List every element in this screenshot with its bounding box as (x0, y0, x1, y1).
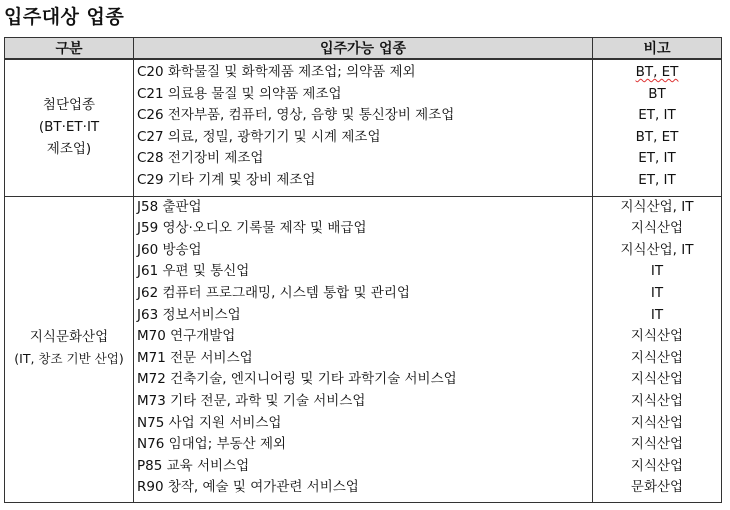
note-item: IT (650, 306, 664, 323)
note-item: 문화산업 (630, 479, 684, 496)
note-item: 지식산업 (630, 392, 684, 409)
industry-item: M73 기타 전문, 과학 및 기술 서비스업 (137, 392, 366, 409)
industry-item: J61 우편 및 통신업 (137, 263, 250, 280)
industry-item: N75 사업 지원 서비스업 (137, 414, 282, 431)
note-item: 지식산업 (630, 436, 684, 453)
header-industries: 입주가능 업종 (134, 38, 593, 60)
header-category: 구분 (5, 38, 134, 60)
industry-item: N76 임대업; 부동산 제외 (137, 436, 287, 453)
industry-item: M70 연구개발업 (137, 328, 236, 345)
notes-list (593, 59, 722, 196)
note-item: 지식산업 (630, 371, 684, 388)
category-line: (BT·ET·IT (38, 118, 100, 135)
industry-item: J58 출판업 (137, 198, 202, 215)
industry-list (134, 196, 593, 502)
note-text: BT, ET (635, 64, 679, 80)
category-cell (5, 59, 134, 196)
note-item: IT (650, 284, 664, 301)
section-advanced-manufacturing (5, 59, 722, 196)
page-title: 입주대상 업종 (4, 6, 125, 28)
table-header-row (5, 38, 722, 60)
industry-item: C28 전기장비 제조업 (137, 150, 264, 167)
note-item: 지식산업 (630, 349, 684, 366)
industry-item: J62 컴퓨터 프로그래밍, 시스템 통합 및 관리업 (137, 284, 410, 301)
note-item: 지식산업 (630, 328, 684, 345)
industry-list (134, 59, 593, 196)
note-item: IT (650, 263, 664, 280)
note-item: ET, IT (638, 150, 676, 167)
industry-item: C21 의료용 물질 및 의약품 제조업 (137, 85, 342, 102)
category-cell (5, 196, 134, 502)
section-knowledge-culture (5, 196, 722, 502)
industry-item: R90 창작, 예술 및 여가관련 서비스업 (137, 479, 359, 496)
note-item: 지식산업 (630, 220, 684, 237)
note-item: 지식산업 (630, 414, 684, 431)
industry-item: J59 영상·오디오 기록물 제작 및 배급업 (137, 220, 367, 237)
note-item: BT, ET (635, 128, 679, 145)
industry-item: C29 기타 기계 및 장비 제조업 (137, 171, 316, 188)
industry-item: C20 화학물질 및 화학제품 제조업; 의약품 제외 (137, 64, 416, 80)
category-line: 제조업) (46, 140, 92, 157)
note-item: 지식산업, IT (620, 198, 694, 215)
note-item: ET, IT (638, 171, 676, 188)
industry-item: C27 의료, 정밀, 광학기기 및 시계 제조업 (137, 128, 381, 145)
industry-item: M72 건축기술, 엔지니어링 및 기타 과학기술 서비스업 (137, 371, 457, 388)
note-item (593, 62, 721, 84)
note-item: ET, IT (638, 107, 676, 124)
industry-item: J63 정보서비스업 (137, 306, 241, 323)
category-line: 지식문화산업 (29, 328, 109, 345)
industry-item: P85 교육 서비스업 (137, 457, 250, 474)
category-line: 첨단업종 (42, 96, 96, 113)
category-line: (IT, 창조 기반 산업) (14, 350, 124, 366)
industry-item: C26 전자부품, 컴퓨터, 영상, 음향 및 통신장비 제조업 (137, 107, 455, 124)
industry-item: M71 전문 서비스업 (137, 349, 253, 366)
header-notes: 비고 (593, 38, 722, 60)
industry-table (4, 37, 722, 503)
note-item: 지식산업, IT (620, 241, 694, 258)
industry-item: J60 방송업 (137, 241, 202, 258)
notes-list (593, 196, 722, 502)
note-item: BT (648, 85, 666, 102)
note-item: 지식산업 (630, 457, 684, 474)
